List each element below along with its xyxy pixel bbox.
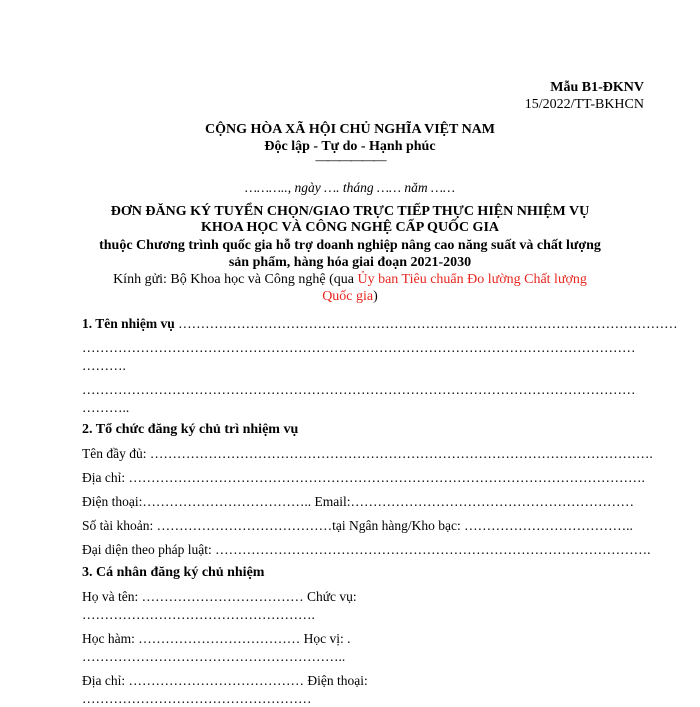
person-degree-cont: …………………………………………………..	[82, 649, 346, 664]
org-legal-rep-field: Đại diện theo pháp luật: …………………………………………………………………………………….	[82, 542, 651, 557]
form-title-line-2: KHOA HỌC VÀ CÔNG NGHỆ CẤP QUỐC GIA	[200, 220, 500, 235]
person-name-position-cont: …………………………………………….	[82, 607, 315, 622]
person-name-position-field: Họ và tên: ……………………………… Chức vụ:	[82, 589, 357, 604]
recipient-line	[0, 272, 700, 288]
recipient-prefix: Kính gửi: Bộ Khoa học và Công nghệ (qua	[113, 272, 358, 287]
org-address-field: Địa chỉ: …………………………………………………………………………………………………….	[82, 470, 645, 485]
person-degree-field: Học hàm: ……………………………… Học vị: .	[82, 631, 351, 646]
org-phone-email-field: Điện thoại:……………………………….. Email:………………………………………………………	[82, 494, 634, 509]
form-subtitle-line-2: sản phẩm, hàng hóa giai đoạn 2021-2030	[228, 255, 472, 270]
person-address-phone-field: Địa chỉ: ………………………………… Điện thoại:	[82, 673, 368, 688]
recipient-agency-cont: Quốc gia	[322, 289, 374, 304]
section-1-heading: 1. Tên nhiệm vụ	[82, 316, 175, 331]
org-account-field: Số tài khoản: …………………………………tại Ngân hàng/Kho bạc: ………………………………..	[82, 518, 633, 533]
task-name-line-1-end: ……….	[82, 358, 126, 373]
person-address-phone-cont: ……………………………………………	[82, 691, 312, 706]
form-subtitle-line-1: thuộc Chương trình quốc gia hỗ trợ doanh nghiệp nâng cao năng suất và chất lượng	[99, 238, 601, 253]
motto-underline: ——————	[315, 152, 385, 167]
recipient-suffix: )	[373, 289, 378, 304]
form-code: Mẫu B1-ĐKNV	[550, 80, 644, 95]
task-name-line-1: ……………………………………………………………………………………………………………	[82, 340, 636, 355]
recipient-line-2	[0, 289, 700, 305]
task-name-line-2-end: ………..	[82, 400, 130, 415]
task-name-line-2: ……………………………………………………………………………………………………………	[82, 382, 636, 397]
circular-number: 15/2022/TT-BKHCN	[524, 97, 644, 112]
task-name-field: …………………………………………………………………………………………………	[174, 316, 678, 331]
recipient-agency: Ủy ban Tiêu chuẩn Đo lường Chất lượng	[357, 272, 587, 287]
national-motto: Độc lập - Tự do - Hạnh phúc	[264, 139, 436, 154]
section-1-heading-line	[82, 316, 678, 332]
section-3-heading: 3. Cá nhân đăng ký chủ nhiệm	[82, 565, 265, 580]
org-full-name-field: Tên đầy đủ: ………………………………………………………………………………………………….	[82, 446, 653, 461]
national-title: CỘNG HÒA XÃ HỘI CHỦ NGHĨA VIỆT NAM	[204, 122, 495, 137]
date-line: ……….., ngày …. tháng …… năm ……	[244, 180, 456, 195]
section-2-heading: 2. Tổ chức đăng ký chủ trì nhiệm vụ	[82, 422, 299, 437]
form-title-line-1: ĐƠN ĐĂNG KÝ TUYỂN CHỌN/GIAO TRỰC TIẾP THỰC HIỆN NHIỆM VỤ	[110, 204, 590, 219]
